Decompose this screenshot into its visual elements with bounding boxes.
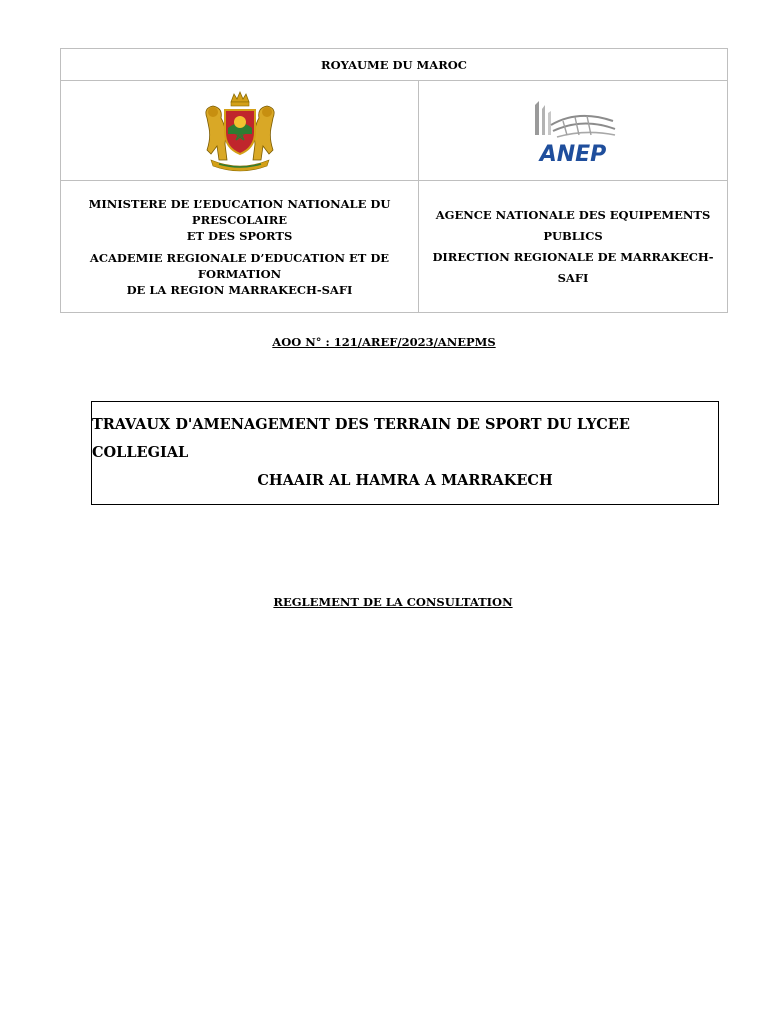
project-title-line2: CHAAIR AL HAMRA A MARRAKECH (257, 472, 553, 489)
anep-logo-text: ANEP (539, 141, 607, 167)
academy-name-line1: ACADEMIE REGIONALE D’EDUCATION ET DE FORMATION (89, 250, 390, 281)
project-title-line1: TRAVAUX D'AMENAGEMENT DES TERRAIN DE SPORT DU LYCEE COLLEGIAL (92, 416, 630, 461)
tender-reference: AOO N° : 121/AREF/2023/ANEPMS (272, 335, 496, 349)
agency-cell (419, 181, 728, 313)
left-logo-cell (61, 81, 419, 181)
royal-coat-of-arms-icon (197, 88, 283, 174)
ministry-name-line2: ET DES SPORTS (186, 228, 293, 243)
document-subtitle: REGLEMENT DE LA CONSULTATION (273, 595, 513, 609)
ministry-cell (61, 181, 419, 313)
agency-name: AGENCE NATIONALE DES EQUIPEMENTS PUBLICS (435, 207, 711, 243)
ministry-name-line1: MINISTERE DE L’EDUCATION NATIONALE DU PRESCOLAIRE (88, 196, 391, 227)
regional-direction-name: DIRECTION REGIONALE DE MARRAKECH-SAFI (432, 249, 714, 285)
anep-logo-icon (523, 91, 623, 171)
right-logo-cell (419, 81, 728, 181)
academy-name-line2: DE LA REGION MARRAKECH-SAFI (126, 282, 353, 297)
project-title-box (91, 401, 719, 505)
header-table (60, 48, 728, 313)
country-name: ROYAUME DU MAROC (61, 49, 728, 81)
